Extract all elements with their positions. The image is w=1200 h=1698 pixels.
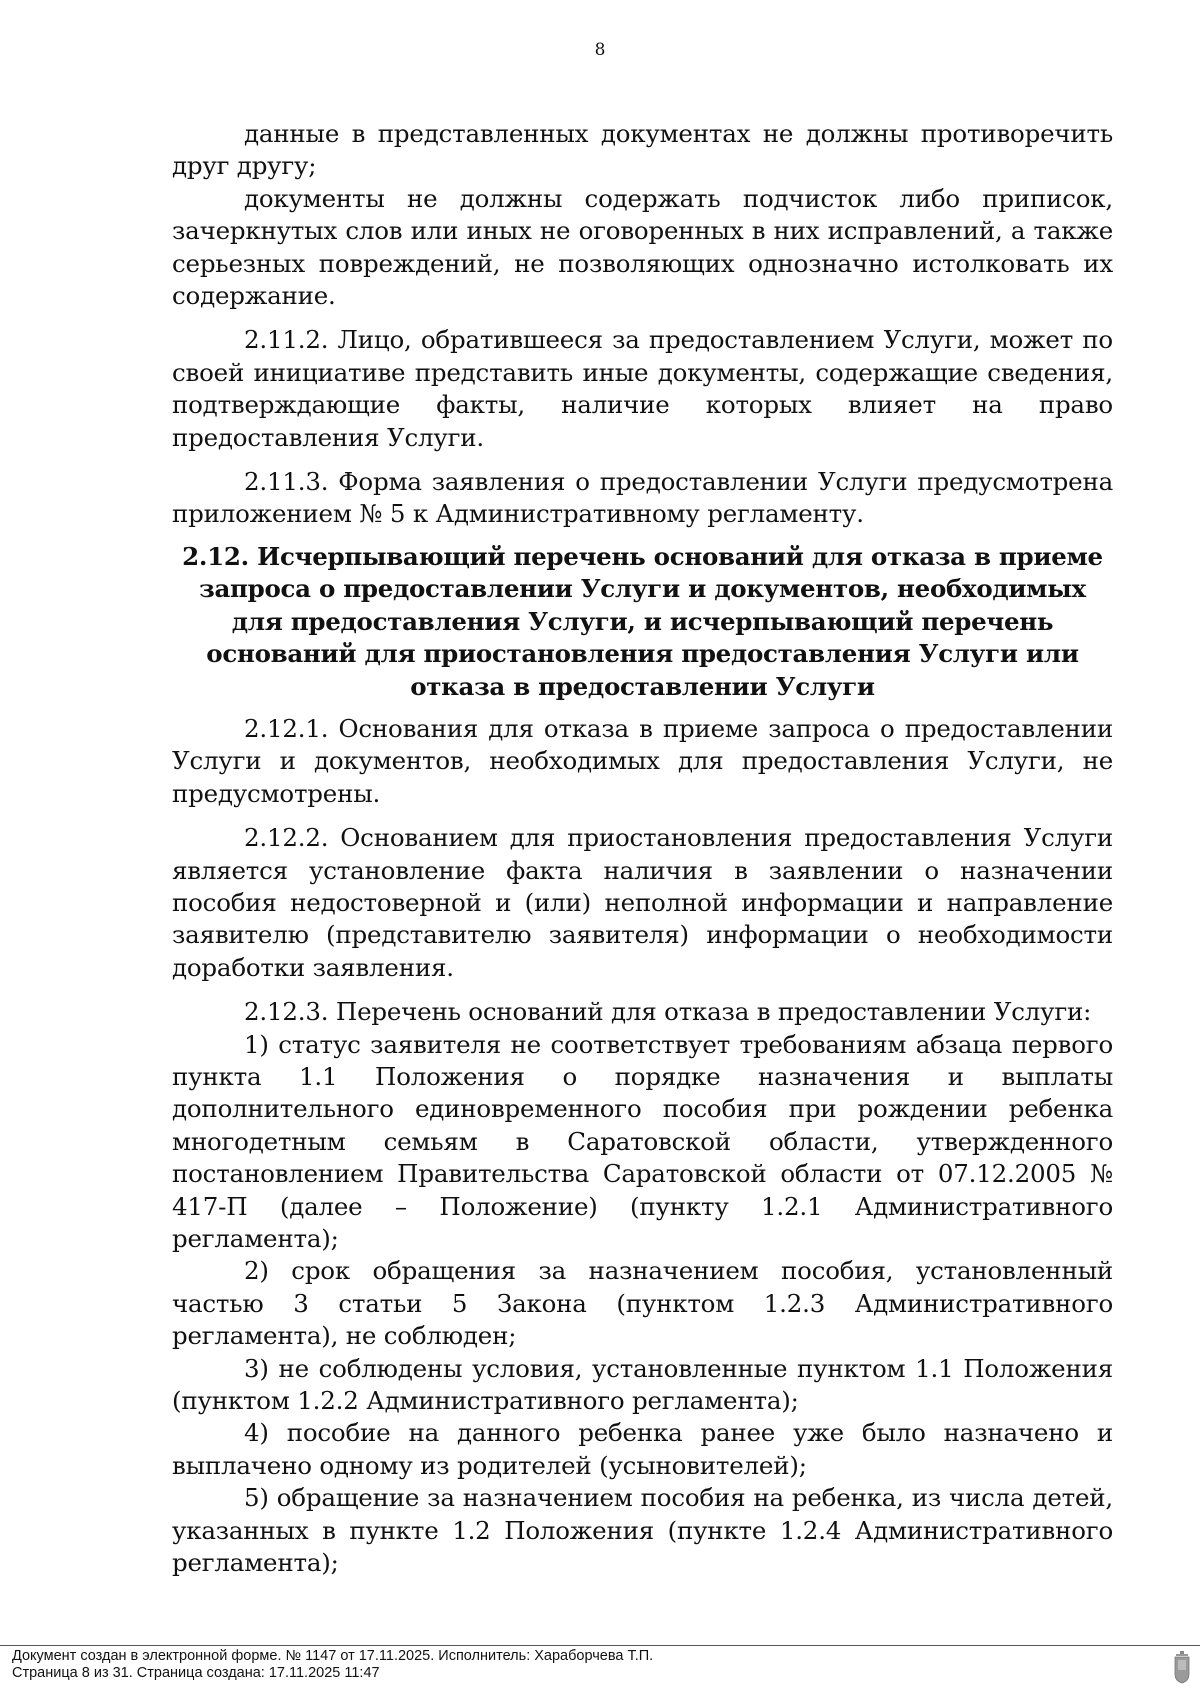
section-heading-2-12: 2.12. Исчерпывающий перечень оснований для отказа в приеме запроса о предоставлении Услуги и документов, необходимых для предоставления Услуги, и исчерпывающий перечень оснований для приостановления предоставления Услуги или отказа в предоставлении Услуги (182, 541, 1103, 701)
paragraph: документы не должны содержать подчисток либо приписок, зачеркнутых слов или иных не оговоренных в них исправлений, а также серьезных повреждений, не позволяющих однозначно истолковать их содержание. (172, 183, 1113, 311)
list-item: 4) пособие на данного ребенка ранее уже было назначено и выплачено одному из родителей (усыновителей); (172, 1418, 1113, 1480)
footer-line-2: Страница 8 из 31. Страница создана: 17.11.2025 11:47 (12, 1665, 380, 1681)
list-item: 5) обращение за назначением пособия на ребенка, из числа детей, указанных в пункте 1.2 Положения (пункте 1.2.4 Административного регламента); (172, 1483, 1113, 1578)
document-footer (12, 1648, 1172, 1682)
coat-of-arms-icon (1173, 1650, 1191, 1684)
paragraph-2-12-3: 2.12.3. Перечень оснований для отказа в предоставлении Услуги: (244, 997, 1092, 1027)
list-item: 1) статус заявителя не соответствует требованиям абзаца первого пункта 1.1 Положения о порядке назначения и выплаты дополнительного единовременного пособия при рождении ребенка многодетным семьям в Саратовской области, утвержденного постановлением Правительства Саратовской области от 07.12.2005 № 417-П (далее – Положение) (пункту 1.2.1 Административного регламента); (172, 1029, 1113, 1253)
footer-divider (0, 1645, 1200, 1646)
paragraph-2-12-1: 2.12.1. Основания для отказа в приеме запроса о предоставлении Услуги и документов, необходимых для предоставления Услуги, не предусмотрены. (172, 713, 1113, 808)
paragraph-2-11-2: 2.11.2. Лицо, обратившееся за предоставлением Услуги, может по своей инициативе представить иные документы, содержащие сведения, подтверждающие факты, наличие которых влияет на право предоставления Услуги. (172, 325, 1113, 452)
footer-line-1: Документ создан в электронной форме. № 1147 от 17.11.2025. Исполнитель: Хараборчева Т.П. (12, 1648, 654, 1664)
list-item: 2) срок обращения за назначением пособия, установленный частью 3 статьи 5 Закона (пунктом 1.2.3 Административного регламента), не соблюден; (172, 1256, 1113, 1351)
paragraph-2-12-2: 2.12.2. Основанием для приостановления предоставления Услуги является установление факта наличия в заявлении о назначении пособия недостоверной и (или) неполной информации и направление заявителю (представителю заявителя) информации о необходимости доработки заявления. (172, 823, 1113, 982)
document-body (172, 118, 1113, 1579)
paragraph-2-11-3: 2.11.3. Форма заявления о предоставлении Услуги предусмотрена приложением № 5 к Административному регламенту. (172, 467, 1113, 529)
page-number: 8 (594, 40, 606, 60)
paragraph: данные в представленных документах не должны противоречить друг другу; (172, 119, 1113, 181)
list-item: 3) не соблюдены условия, установленные пунктом 1.1 Положения (пунктом 1.2.2 Административного регламента); (172, 1353, 1113, 1416)
